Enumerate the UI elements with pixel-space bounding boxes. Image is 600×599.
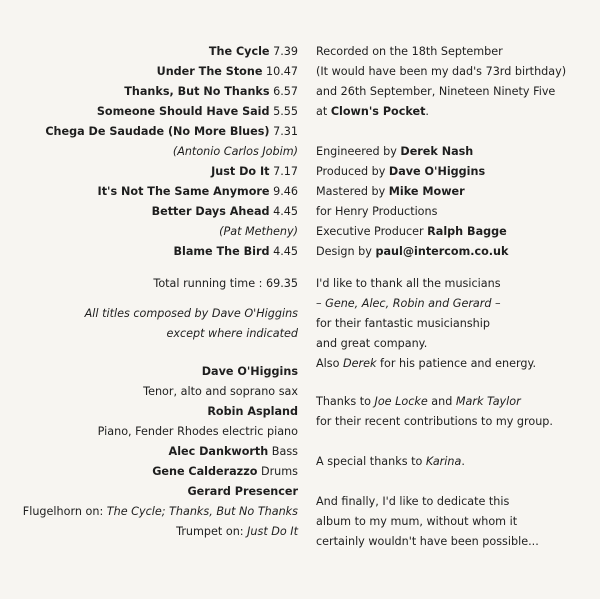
- musician-name: Gerard Presencer: [187, 485, 298, 498]
- track-title: Someone Should Have Said: [96, 105, 270, 118]
- musician-name: Robin Aspland: [207, 405, 298, 418]
- thanks-name: Joe Locke: [374, 395, 428, 408]
- credit-line: [316, 182, 596, 202]
- track-line: [6, 242, 298, 262]
- track-time: 6.57: [273, 85, 298, 98]
- dedication-line: certainly wouldn't have been possible...: [316, 535, 539, 548]
- thanks-line: [316, 392, 596, 412]
- thanks-line: – Gene, Alec, Robin and Gerard –: [316, 297, 501, 310]
- musician-instrument: Drums: [260, 465, 298, 478]
- track-time: 4.45: [273, 245, 298, 258]
- track-line: [6, 42, 298, 62]
- track-line: [6, 62, 298, 82]
- recording-line: [316, 102, 596, 122]
- instrument-label: Trumpet on:: [176, 525, 244, 538]
- track-line: [6, 162, 298, 182]
- track-time: 7.39: [273, 45, 298, 58]
- thanks-name: Mark Taylor: [455, 395, 521, 408]
- instrument-tracks: Just Do It: [247, 525, 298, 538]
- credit-label: Produced by: [316, 165, 386, 178]
- credit-line: for Henry Productions: [316, 205, 438, 218]
- track-line: [6, 82, 298, 102]
- thanks-text: Thanks to: [316, 395, 371, 408]
- thanks-name: Karina: [425, 455, 462, 468]
- track-time: 7.17: [273, 165, 298, 178]
- musician-name: Alec Dankworth: [168, 445, 269, 458]
- credit-line: [316, 142, 596, 162]
- thanks-text: Also: [316, 357, 340, 370]
- recording-line: and 26th September, Nineteen Ninety Five: [316, 85, 556, 98]
- musician-line: [6, 442, 298, 462]
- thanks-text: .: [461, 455, 465, 468]
- credit-label: Executive Producer: [316, 225, 424, 238]
- running-time: Total running time : 69.35: [153, 277, 298, 290]
- thanks-text: for his patience and energy.: [380, 357, 537, 370]
- notes-column: [316, 42, 596, 552]
- thanks-line: I'd like to thank all the musicians: [316, 277, 501, 290]
- track-title: Blame The Bird: [173, 245, 270, 258]
- credit-name: Ralph Bagge: [427, 225, 507, 238]
- musician-instrument: [6, 502, 298, 522]
- track-line: [6, 122, 298, 142]
- track-time: 5.55: [273, 105, 298, 118]
- track-title: Better Days Ahead: [151, 205, 270, 218]
- thanks-text: A special thanks to: [316, 455, 423, 468]
- recording-prefix: at: [316, 105, 328, 118]
- thanks-text: and: [431, 395, 453, 408]
- track-title: It's Not The Same Anymore: [97, 185, 270, 198]
- track-composer: (Antonio Carlos Jobim): [172, 145, 298, 158]
- track-title: Under The Stone: [156, 65, 263, 78]
- track-title: The Cycle: [208, 45, 270, 58]
- musician-instrument: Bass: [271, 445, 298, 458]
- musician-line: [6, 462, 298, 482]
- track-time: 9.46: [273, 185, 298, 198]
- instrument-label: Flugelhorn on:: [22, 505, 104, 518]
- credit-name: Dave O'Higgins: [388, 165, 486, 178]
- track-title: Just Do It: [211, 165, 270, 178]
- track-time: 10.47: [265, 65, 298, 78]
- credit-line: [316, 162, 596, 182]
- tracklist-column: [6, 42, 298, 542]
- track-composer: (Pat Metheny): [219, 225, 298, 238]
- composer-note-line: except where indicated: [166, 327, 298, 340]
- track-time: 4.45: [273, 205, 298, 218]
- track-title: Chega De Saudade (No More Blues): [45, 125, 270, 138]
- track-line: [6, 182, 298, 202]
- recording-line: Recorded on the 18th September: [316, 45, 503, 58]
- recording-line: (It would have been my dad's 73rd birthday): [316, 65, 567, 78]
- musician-name: Dave O'Higgins: [201, 365, 298, 378]
- credit-name: Derek Nash: [400, 145, 474, 158]
- credit-label: Engineered by: [316, 145, 397, 158]
- thanks-line: and great company.: [316, 337, 428, 350]
- dedication-line: And finally, I'd like to dedicate this: [316, 495, 510, 508]
- thanks-line: [316, 452, 596, 472]
- composer-note-line: All titles composed by Dave O'Higgins: [84, 307, 298, 320]
- credit-line: [316, 242, 596, 262]
- credit-label: Mastered by: [316, 185, 386, 198]
- credit-name: paul@intercom.co.uk: [375, 245, 509, 258]
- credit-line: [316, 222, 596, 242]
- thanks-line: for their fantastic musicianship: [316, 317, 490, 330]
- track-line: [6, 202, 298, 222]
- musician-name: Gene Calderazzo: [152, 465, 258, 478]
- venue: Clown's Pocket: [330, 105, 426, 118]
- dedication-line: album to my mum, without whom it: [316, 515, 518, 528]
- track-line: [6, 102, 298, 122]
- credit-name: Mike Mower: [388, 185, 465, 198]
- thanks-line: [316, 354, 596, 374]
- musician-instrument: Tenor, alto and soprano sax: [143, 385, 298, 398]
- credit-label: Design by: [316, 245, 372, 258]
- musician-instrument: Piano, Fender Rhodes electric piano: [97, 425, 298, 438]
- thanks-line: for their recent contributions to my group.: [316, 415, 553, 428]
- musician-instrument: [6, 522, 298, 542]
- track-title: Thanks, But No Thanks: [124, 85, 270, 98]
- track-time: 7.31: [273, 125, 298, 138]
- recording-suffix: .: [425, 105, 429, 118]
- thanks-name: Derek: [343, 357, 377, 370]
- instrument-tracks: The Cycle; Thanks, But No Thanks: [106, 505, 298, 518]
